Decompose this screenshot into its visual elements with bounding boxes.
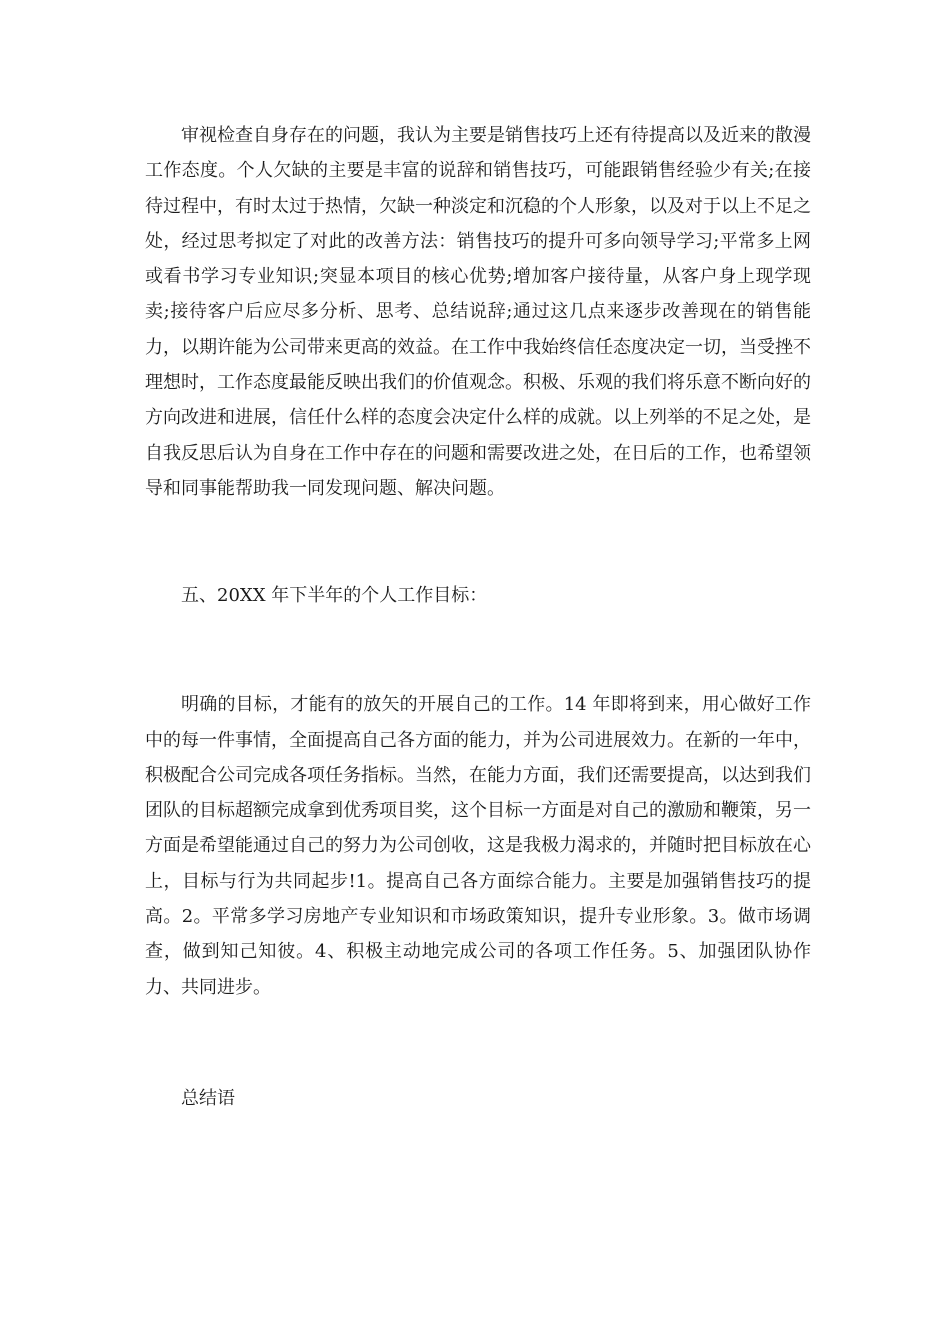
spacer bbox=[145, 1005, 811, 1081]
spacer bbox=[145, 613, 811, 687]
section-heading-goals: 五、20XX 年下半年的个人工作目标： bbox=[181, 585, 488, 607]
document-page bbox=[145, 118, 811, 1116]
paragraph-goals: 明确的目标，才能有的放矢的开展自己的工作。14 年即将到来，用心做好工作中的每一件事情，全面提高自己各方面的能力，并为公司进展效力。在新的一年中，积极配合公司完成各项任务指标。当然，在能力方面，我们还需要提高，以达到我们团队的目标超额完成拿到优秀项目奖，这个目标一方面是对自己的激励和鞭策，另一方面是希望能通过自己的努力为公司创收，这是我极力渴求的，并随时把目标放在心上，目标与行为共同起步!1。提高自己各方面综合能力。主要是加强销售技巧的提高。2。平常多学习房地产专业知识和市场政策知识，提升专业形象。3。做市场调查，做到知己知彼。4、积极主动地完成公司的各项工作任务。5、加强团队协作力、共同进步。 bbox=[145, 694, 811, 998]
section-heading-summary: 总结语 bbox=[181, 1087, 235, 1109]
paragraph-self-review: 审视检查自身存在的问题，我认为主要是销售技巧上还有待提高以及近来的散漫工作态度。个人欠缺的主要是丰富的说辞和销售技巧，可能跟销售经验少有关;在接待过程中，有时太过于热情，欠缺一种淡定和沉稳的个人形象，以及对于以上不足之处，经过思考拟定了对此的改善方法：销售技巧的提升可多向领导学习;平常多上网或看书学习专业知识;突显本项目的核心优势;增加客户接待量，从客户身上现学现卖;接待客户后应尽多分析、思考、总结说辞;通过这几点来逐步改善现在的销售能力，以期许能为公司带来更高的效益。在工作中我始终信任态度决定一切，当受挫不理想时，工作态度最能反映出我们的价值观念。积极、乐观的我们将乐意不断向好的方向改进和进展，信任什么样的态度会决定什么样的成就。以上列举的不足之处，是自我反思后认为自身在工作中存在的问题和需要改进之处，在日后的工作，也希望领导和同事能帮助我一同发现问题、解决问题。 bbox=[145, 125, 811, 499]
spacer bbox=[145, 506, 811, 578]
